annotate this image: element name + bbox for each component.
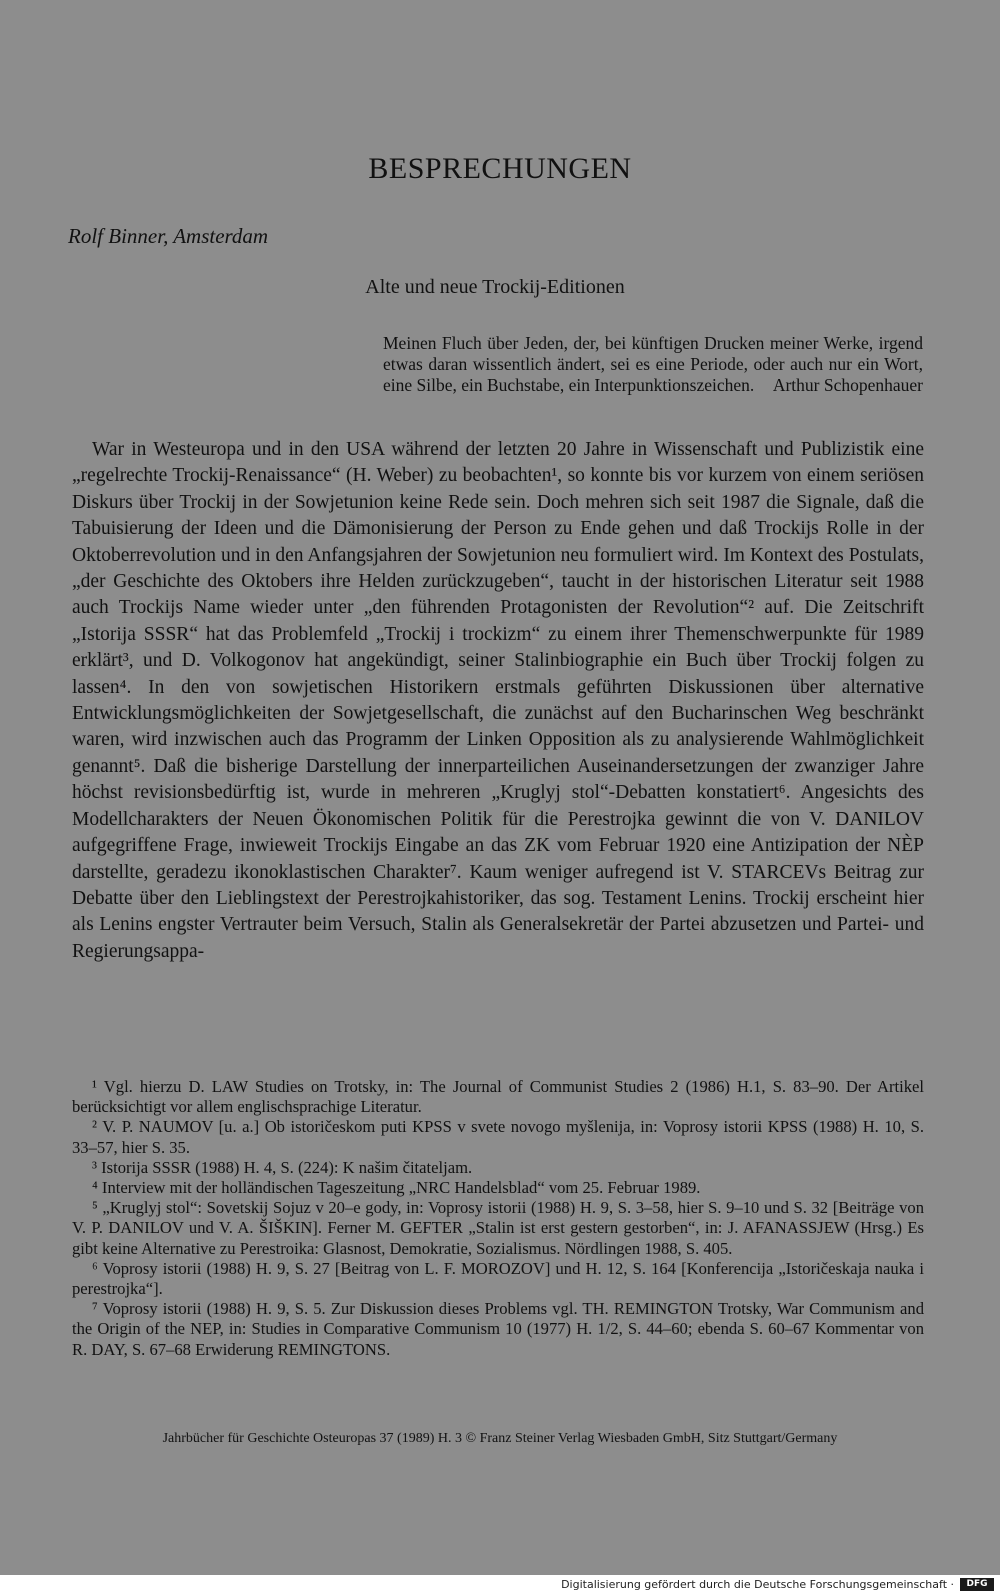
article-title: Alte und neue Trockij-Editionen — [365, 276, 625, 298]
author-line: Rolf Binner, Amsterdam — [68, 224, 269, 248]
footnotes — [72, 1077, 924, 1360]
dfg-note: Digitalisierung gefördert durch die Deutsche Forschungsgemeinschaft · — [561, 1578, 954, 1591]
journal-footer: Jahrbücher für Geschichte Osteuropas 37 (1989) H. 3 © Franz Steiner Verlag Wiesbaden GmbH, Sitz Stuttgart/Germany — [162, 1431, 838, 1446]
footnote-1: ¹ Vgl. hierzu D. LAW Studies on Trotsky, in: The Journal of Communist Studies 2 (1986) H.1, S. 83–90. Der Artikel berücksichtigt vor allem englischsprachige Literatur. — [72, 1077, 924, 1117]
section-heading: BESPRECHUNGEN — [368, 152, 632, 185]
footnote-7: ⁷ Voprosy istorii (1988) H. 9, S. 5. Zur Diskussion dieses Problems vgl. TH. REMINGTON Trotsky, War Communism and the Origin of the NEP, in: Studies in Comparative Communism 10 (1977) H. 1/2, S. 44–60; ebenda S. 60–67 Kommentar von R. DAY, S. 67–68 Erwiderung REMINGTONS. — [72, 1299, 924, 1359]
dfg-logo-icon: DFG — [960, 1578, 994, 1591]
epigraph-text: Meinen Fluch über Jeden, der, bei künftigen Drucken meiner Werke, irgend etwas daran wissentlich ändert, sei es eine Periode, oder auch nur ein Wort, eine Silbe, ein Buchstabe, ein Interpunktionszeichen. — [383, 333, 923, 395]
body-paragraph: War in Westeuropa und in den USA während der letzten 20 Jahre in Wissenschaft und Publizistik eine „regelrechte Trockij-Renaissance“ (H. Weber) zu beobachten¹, so konnte bis vor kurzem von einem seriösen Diskurs über Trockij in der Sowjetunion keine Rede sein. Doch mehren sich seit 1987 die Signale, daß die Tabuisierung der Ideen und die Dämonisierung der Person zu Ende gehen und daß Trockijs Rolle in der Oktoberrevolution und in den Anfangsjahren der Sowjetunion neu formuliert wird. Im Kontext des Postulats, „der Geschichte des Oktobers ihre Helden zurückzugeben“, taucht in der historischen Literatur seit 1988 auch Trockijs Name wieder unter „den führenden Protagonisten der Revolution“² auf. Die Zeitschrift „Istorija SSSR“ hat das Problemfeld „Trockij i trockizm“ zu einem ihrer Themenschwerpunkte für 1989 erklärt³, und D. Volkogonov hat angekündigt, seiner Stalinbiographie ein Buch über Trockij folgen zu lassen⁴. In den von sowjetischen Historikern erstmals geführten Diskussionen über alternative Entwicklungsmöglichkeiten der Sowjetgesellschaft, die zunächst auf den Bucharinschen Weg beschränkt waren, wird inzwischen auch das Programm der Linken Opposition als zu analysierende Wahlmöglichkeit genannt⁵. Daß die bisherige Darstellung der innerparteilichen Auseinandersetzungen der zwanziger Jahre höchst revisionsbedürftig ist, wurde in mehreren „Kruglyj stol“-Debatten konstatiert⁶. Angesichts des Modellcharakters der Neuen Ökonomischen Politik für die Perestrojka gewinnt die von V. DANILOV aufgegriffene Frage, inwieweit Trockijs Eingabe an das ZK vom Februar 1920 eine Antizipation der NÈP darstellte, geradezu ikonoklastischen Charakter⁷. Kaum weniger aufregend ist V. STARCEVs Beitrag zur Debatte über den Lieblingstext der Perestrojkahistoriker, das sog. Testament Lenins. Trockij erscheint hier als Lenins engster Vertrauter beim Versuch, Stalin als Generalsekretär der Partei abzusetzen und Partei- und Regierungsappa- — [72, 439, 924, 962]
epigraph-attribution: Arthur Schopenhauer — [772, 375, 923, 395]
footnote-2: ² V. P. NAUMOV [u. a.] Ob istoričeskom puti KPSS v svete novogo myšlenija, in: Voprosy istorii KPSS (1988) H. 10, S. 33–57, hier S. 35. — [72, 1117, 924, 1157]
footnote-3: ³ Istorija SSSR (1988) H. 4, S. (224): K našim čitateljam. — [92, 1157, 473, 1177]
footnote-4: ⁴ Interview mit der holländischen Tageszeitung „NRC Handelsblad“ vom 25. Februar 1989. — [92, 1178, 701, 1198]
body-text — [72, 437, 924, 965]
epigraph — [383, 333, 923, 396]
footnote-6: ⁶ Voprosy istorii (1988) H. 9, S. 27 [Beitrag von L. F. MOROZOV] und H. 12, S. 164 [Konferencija „Istoričeskaja nauka i perestrojka“]. — [72, 1258, 924, 1299]
footnote-5: ⁵ „Kruglyj stol“: Sovetskij Sojuz v 20–e gody, in: Voprosy istorii (1988) H. 9, S. 3–58, hier S. 9–10 und S. 32 [Beiträge von V. P. DANILOV und V. A. ŠIŠKIN]. Ferner M. GEFTER „Stalin ist erst gestern gestorben“, in: J. AFANASSJEW (Hrsg.) Es gibt keine Alternative zu Perestroika: Glasnost, Demokratie, Sozialismus. Nördlingen 1988, S. 405. — [72, 1198, 924, 1258]
